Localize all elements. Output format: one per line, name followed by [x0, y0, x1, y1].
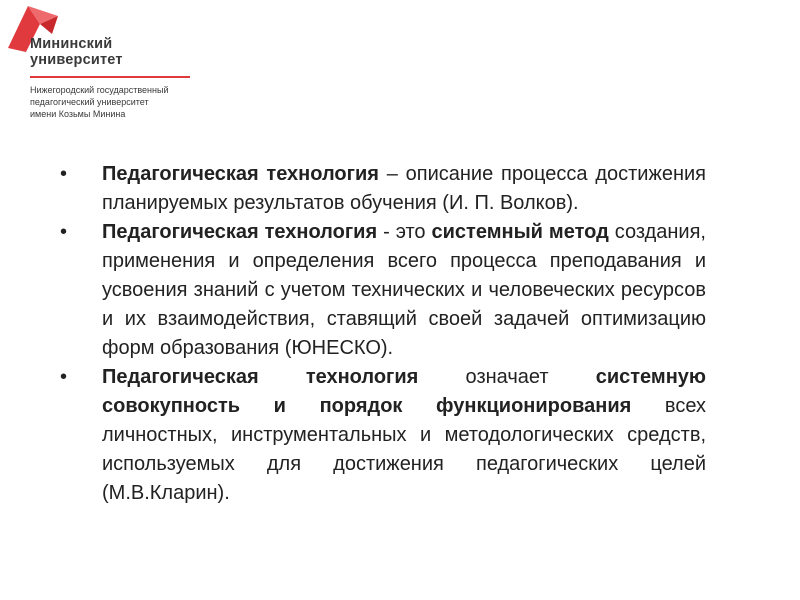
definition-emphasis: системный метод: [431, 221, 609, 243]
university-name-line1: Мининский: [30, 36, 113, 52]
definition-item-2: [60, 218, 706, 363]
definition-text: [102, 363, 706, 508]
definition-item-1: [60, 160, 706, 218]
slide-content: [60, 160, 706, 508]
definition-body-part2: всех личностных, инструментальных и методологических средств, используемых для достижения педагогических целей (М.В.Кларин).: [102, 395, 706, 504]
definition-term: Педагогическая технология: [102, 221, 378, 243]
definition-body-part1: - это: [377, 221, 432, 243]
university-subtitle-line3: имени Козьмы Минина: [30, 109, 126, 119]
university-subtitle-line2: педагогический университет: [30, 97, 149, 107]
bullet-marker: •: [60, 163, 68, 185]
university-name: [30, 36, 123, 68]
definition-item-3: [60, 363, 706, 508]
definition-body-part1: означает: [418, 366, 596, 388]
definition-text: [102, 218, 706, 363]
logo-divider: [30, 76, 190, 78]
definition-text: [102, 160, 706, 218]
definition-term: Педагогическая технология: [102, 366, 419, 388]
university-name-line2: университет: [30, 52, 123, 68]
bullet-marker: •: [60, 366, 68, 388]
definition-body-part2: создания, применения и определения всего процесса преподавания и усвоения знаний с учетом технических и человеческих ресурсов и их взаимодействия, ставящий своей задачей оптимизацию форм образования (ЮНЕСКО).: [102, 221, 706, 359]
definition-term: Педагогическая технология: [102, 163, 379, 185]
university-subtitle: [30, 84, 169, 120]
university-subtitle-line1: Нижегородский государственный: [30, 85, 169, 95]
bullet-marker: •: [60, 221, 68, 243]
definition-body: – описание процесса достижения планируемых результатов обучения (И. П. Волков).: [102, 163, 706, 214]
definition-emphasis: системную совокупность и порядок функционирования: [102, 366, 706, 417]
